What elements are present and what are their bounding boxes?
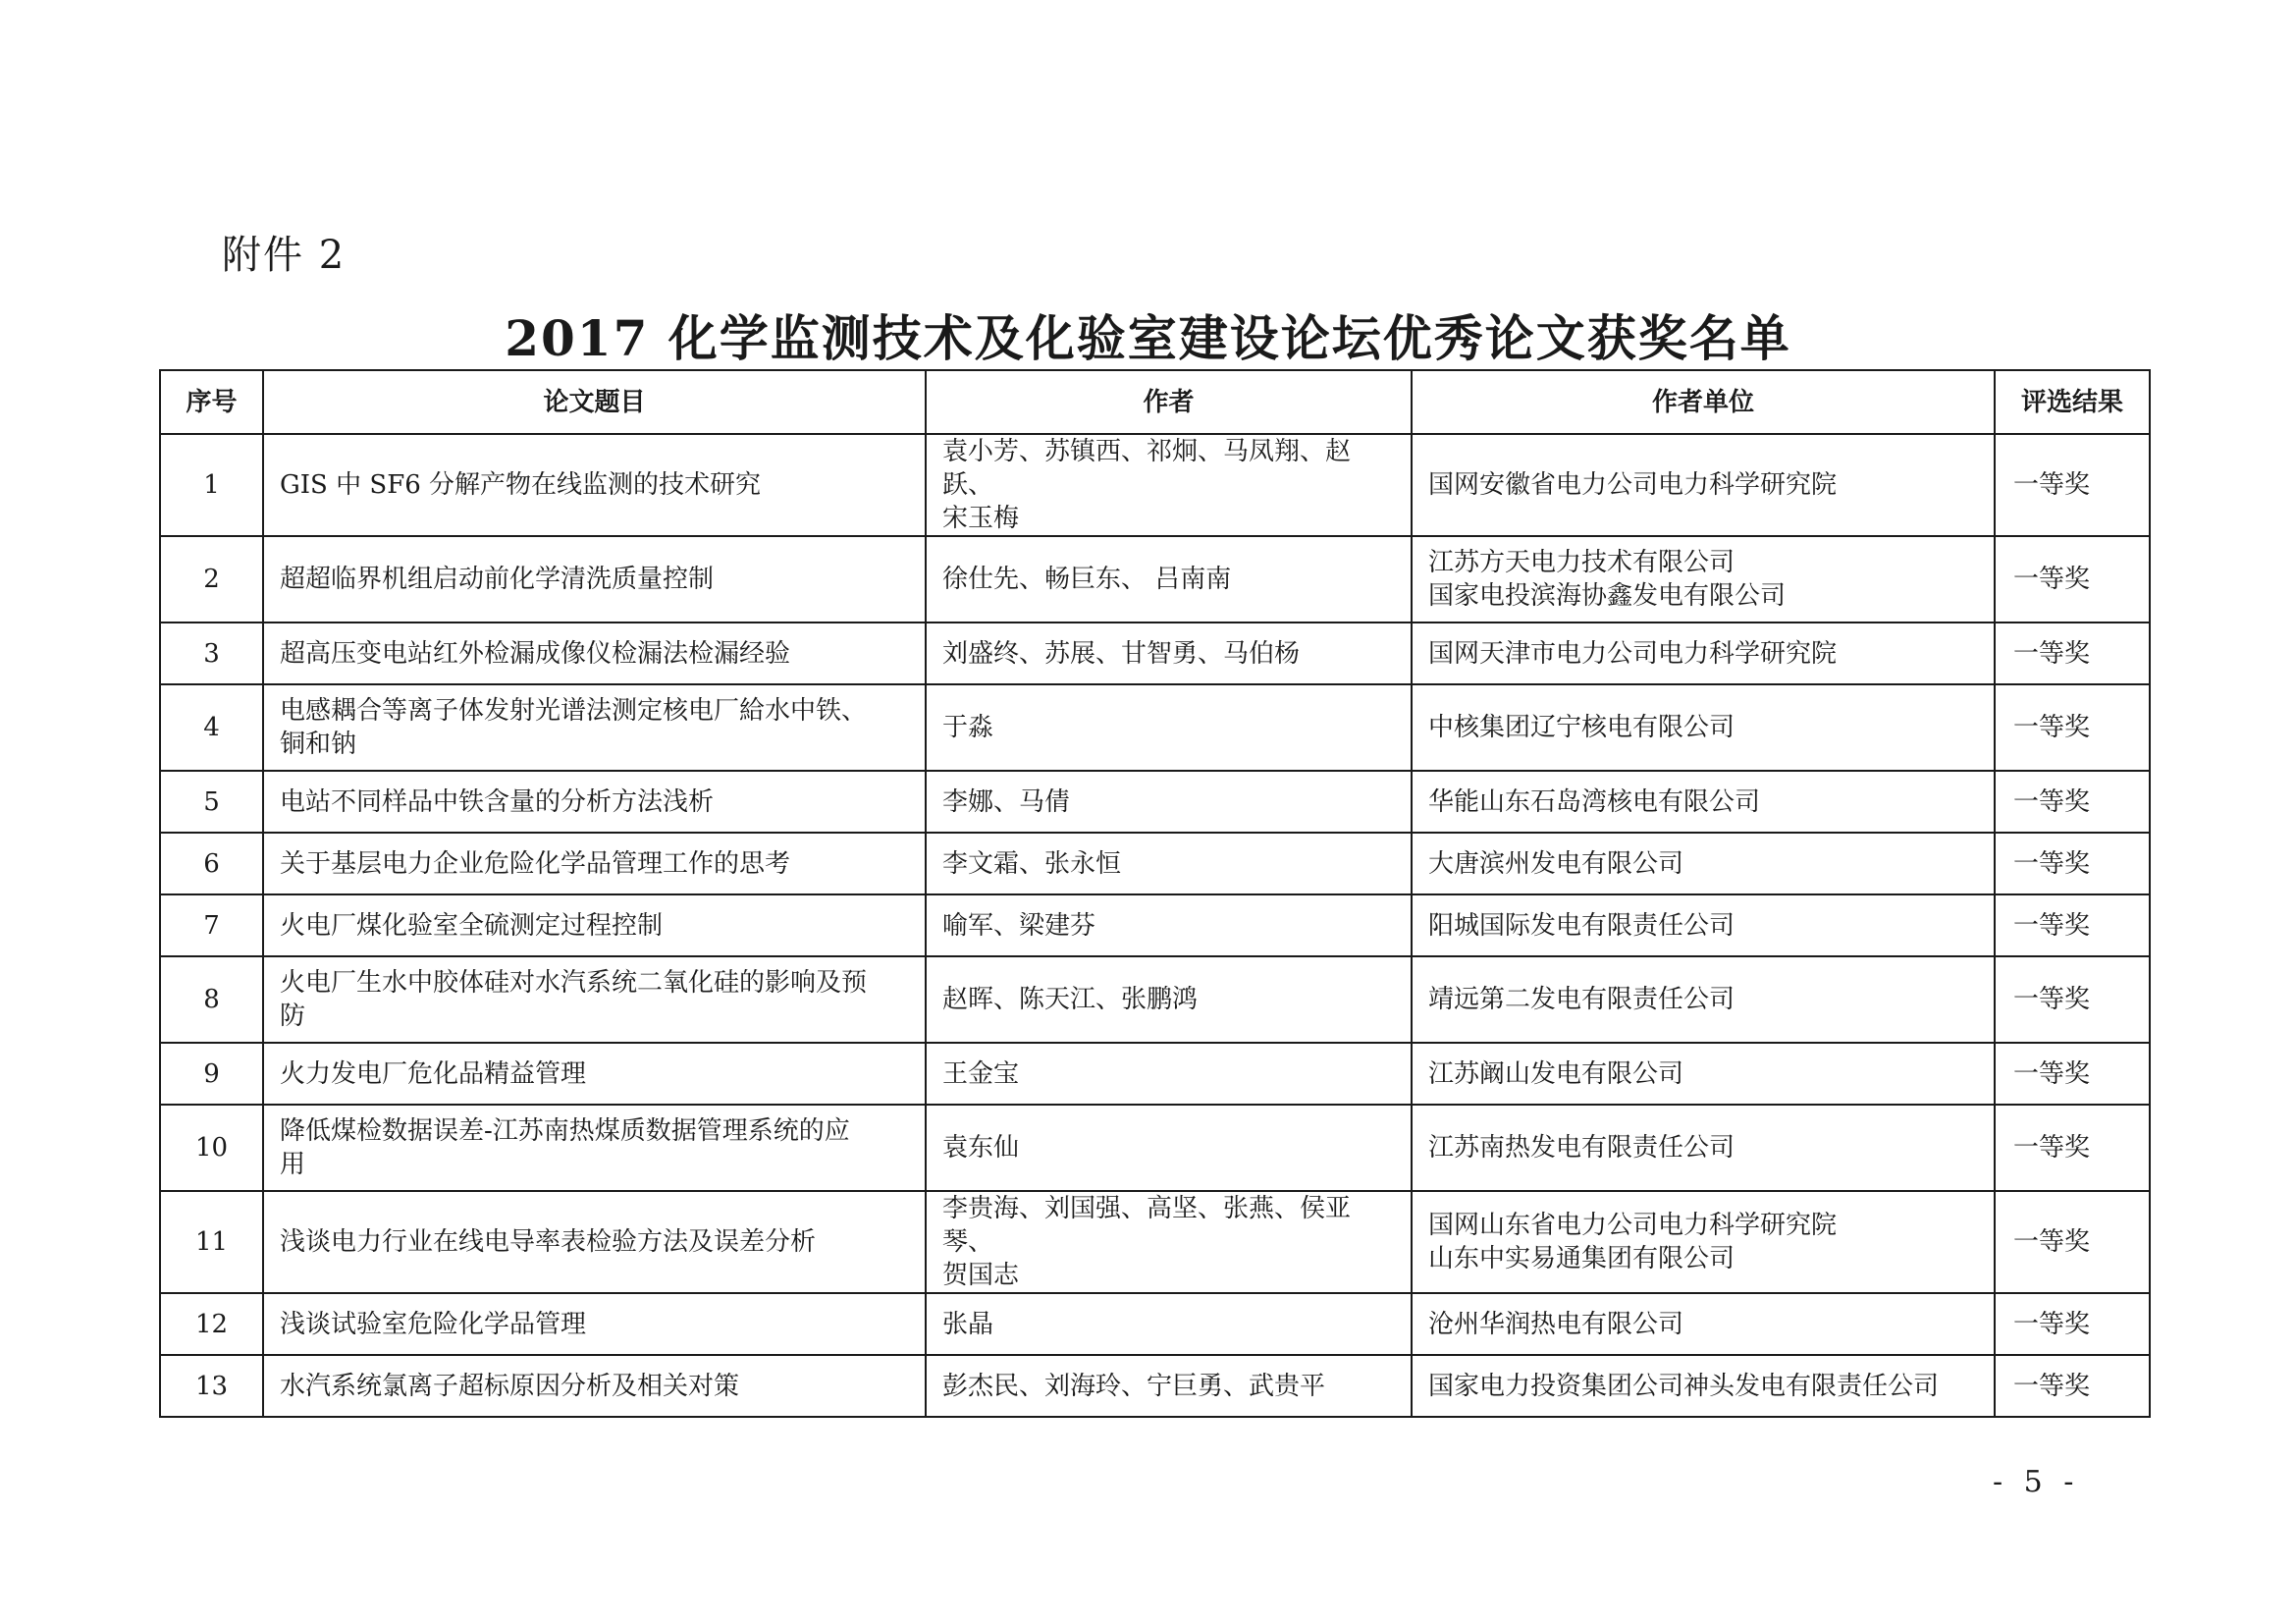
paper-title-cell: GIS 中 SF6 分解产物在线监测的技术研究	[263, 434, 926, 536]
author-unit-cell: 江苏阚山发电有限公司	[1412, 1043, 1995, 1105]
document-title: 2017 化学监测技术及化验室建设论坛优秀论文获奖名单	[505, 309, 1791, 367]
author-unit-cell: 国网天津市电力公司电力科学研究院	[1412, 623, 1995, 684]
row-number-cell: 10	[160, 1105, 263, 1191]
row-number-cell: 5	[160, 771, 263, 833]
author-unit-cell: 中核集团辽宁核电有限公司	[1412, 684, 1995, 771]
award-result-cell: 一等奖	[1995, 833, 2150, 894]
paper-title-cell: 火电厂煤化验室全硫测定过程控制	[263, 894, 926, 956]
header-no: 序号	[160, 370, 263, 434]
award-result-cell: 一等奖	[1995, 1191, 2150, 1293]
table-row	[160, 956, 2150, 1043]
attachment-label: 附件 2	[222, 233, 347, 278]
author-unit-cell: 江苏南热发电有限责任公司	[1412, 1105, 1995, 1191]
authors-cell: 赵晖、陈天江、张鹏鸿	[926, 956, 1412, 1043]
award-result-cell: 一等奖	[1995, 771, 2150, 833]
paper-title-cell: 浅谈电力行业在线电导率表检验方法及误差分析	[263, 1191, 926, 1293]
authors-cell: 李贵海、刘国强、高坚、张燕、侯亚琴、 贺国志	[926, 1191, 1412, 1293]
award-result-cell: 一等奖	[1995, 1293, 2150, 1355]
authors-cell: 王金宝	[926, 1043, 1412, 1105]
paper-title-cell: 关于基层电力企业危险化学品管理工作的思考	[263, 833, 926, 894]
author-unit-cell: 江苏方天电力技术有限公司 国家电投滨海协鑫发电有限公司	[1412, 536, 1995, 623]
authors-cell: 刘盛终、苏展、甘智勇、马伯杨	[926, 623, 1412, 684]
header-author-unit: 作者单位	[1412, 370, 1995, 434]
award-result-cell: 一等奖	[1995, 536, 2150, 623]
table-body	[160, 434, 2150, 1417]
table-row	[160, 434, 2150, 536]
author-unit-cell: 国网山东省电力公司电力科学研究院 山东中实易通集团有限公司	[1412, 1191, 1995, 1293]
row-number-cell: 11	[160, 1191, 263, 1293]
table-row	[160, 536, 2150, 623]
author-unit-cell: 国网安徽省电力公司电力科学研究院	[1412, 434, 1995, 536]
paper-title-cell: 浅谈试验室危险化学品管理	[263, 1293, 926, 1355]
table-row	[160, 1043, 2150, 1105]
paper-title-cell: 电感耦合等离子体发射光谱法测定核电厂給水中铁、 铜和钠	[263, 684, 926, 771]
award-result-cell: 一等奖	[1995, 1355, 2150, 1417]
page-number: - 5 -	[1993, 1465, 2080, 1499]
award-result-cell: 一等奖	[1995, 956, 2150, 1043]
table-row	[160, 623, 2150, 684]
row-number-cell: 3	[160, 623, 263, 684]
row-number-cell: 12	[160, 1293, 263, 1355]
authors-cell: 喻军、梁建芬	[926, 894, 1412, 956]
author-unit-cell: 靖远第二发电有限责任公司	[1412, 956, 1995, 1043]
paper-title-cell: 超超临界机组启动前化学清洗质量控制	[263, 536, 926, 623]
table-row	[160, 1293, 2150, 1355]
author-unit-cell: 阳城国际发电有限责任公司	[1412, 894, 1995, 956]
award-result-cell: 一等奖	[1995, 1105, 2150, 1191]
author-unit-cell: 沧州华润热电有限公司	[1412, 1293, 1995, 1355]
paper-title-cell: 超高压变电站红外检漏成像仪检漏法检漏经验	[263, 623, 926, 684]
authors-cell: 张晶	[926, 1293, 1412, 1355]
paper-title-cell: 水汽系统氯离子超标原因分析及相关对策	[263, 1355, 926, 1417]
table-row	[160, 1105, 2150, 1191]
table-row	[160, 1355, 2150, 1417]
authors-cell: 徐仕先、畅巨东、 吕南南	[926, 536, 1412, 623]
row-number-cell: 13	[160, 1355, 263, 1417]
author-unit-cell: 国家电力投资集团公司神头发电有限责任公司	[1412, 1355, 1995, 1417]
paper-title-cell: 火电厂生水中胶体硅对水汽系统二氧化硅的影响及预 防	[263, 956, 926, 1043]
authors-cell: 袁东仙	[926, 1105, 1412, 1191]
table-row	[160, 1191, 2150, 1293]
award-result-cell: 一等奖	[1995, 623, 2150, 684]
award-result-cell: 一等奖	[1995, 684, 2150, 771]
row-number-cell: 1	[160, 434, 263, 536]
table-row	[160, 894, 2150, 956]
authors-cell: 李文霜、张永恒	[926, 833, 1412, 894]
authors-cell: 于淼	[926, 684, 1412, 771]
awards-table	[159, 369, 2151, 1418]
table-header-row	[160, 370, 2150, 434]
award-result-cell: 一等奖	[1995, 1043, 2150, 1105]
header-authors: 作者	[926, 370, 1412, 434]
authors-cell: 袁小芳、苏镇西、祁炯、马凤翔、赵跃、 宋玉梅	[926, 434, 1412, 536]
award-result-cell: 一等奖	[1995, 894, 2150, 956]
row-number-cell: 2	[160, 536, 263, 623]
row-number-cell: 6	[160, 833, 263, 894]
authors-cell: 李娜、马倩	[926, 771, 1412, 833]
row-number-cell: 9	[160, 1043, 263, 1105]
paper-title-cell: 降低煤检数据误差-江苏南热煤质数据管理系统的应 用	[263, 1105, 926, 1191]
paper-title-cell: 电站不同样品中铁含量的分析方法浅析	[263, 771, 926, 833]
header-paper-title: 论文题目	[263, 370, 926, 434]
row-number-cell: 4	[160, 684, 263, 771]
author-unit-cell: 华能山东石岛湾核电有限公司	[1412, 771, 1995, 833]
author-unit-cell: 大唐滨州发电有限公司	[1412, 833, 1995, 894]
row-number-cell: 8	[160, 956, 263, 1043]
header-result: 评选结果	[1995, 370, 2150, 434]
table-row	[160, 771, 2150, 833]
award-result-cell: 一等奖	[1995, 434, 2150, 536]
table-row	[160, 684, 2150, 771]
authors-cell: 彭杰民、刘海玲、宁巨勇、武贵平	[926, 1355, 1412, 1417]
row-number-cell: 7	[160, 894, 263, 956]
paper-title-cell: 火力发电厂危化品精益管理	[263, 1043, 926, 1105]
table-row	[160, 833, 2150, 894]
